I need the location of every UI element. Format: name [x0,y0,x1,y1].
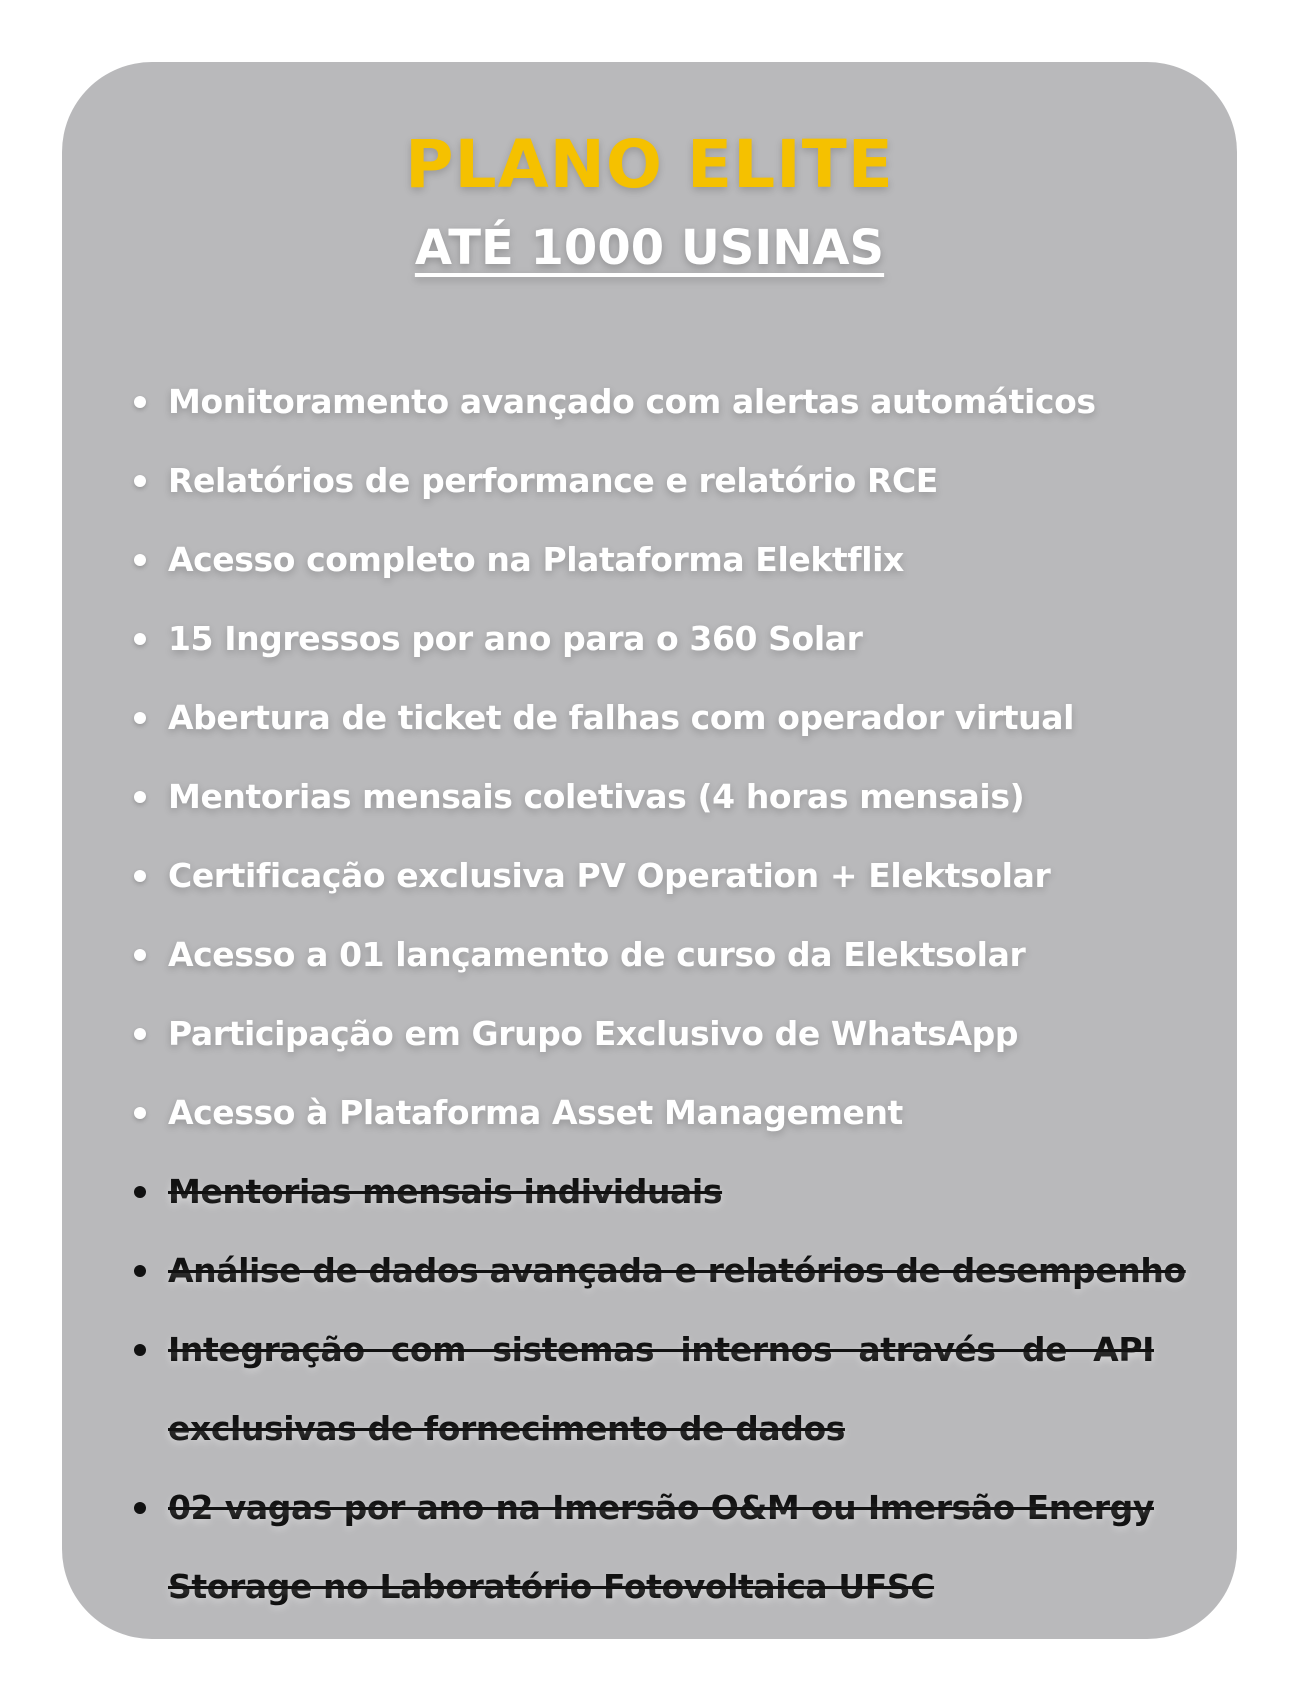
feature-text: Acesso completo na Plataforma Elektflix [168,540,904,579]
feature-item [134,599,1154,678]
bullet-icon [134,949,146,961]
feature-text: Certificação exclusiva PV Operation + Elektsolar [168,856,1051,895]
feature-item [134,520,1154,599]
bullet-icon [134,712,146,724]
feature-item [134,994,1154,1073]
bullet-icon [134,475,146,487]
bullet-icon [134,633,146,645]
feature-list [134,362,1186,1626]
feature-text: Análise de dados avançada e relatórios de desempenho [168,1251,1186,1290]
feature-text: Acesso à Plataforma Asset Management [168,1093,903,1132]
feature-item [134,678,1154,757]
feature-text: Relatórios de performance e relatório RCE [168,461,938,500]
feature-item-excluded [134,1310,1154,1468]
feature-text: Monitoramento avançado com alertas automáticos [168,382,1096,421]
feature-text: 02 vagas por ano na Imersão O&M ou Imersão Energy Storage no Laboratório Fotovoltaica UFSC [168,1488,1154,1606]
feature-text: Mentorias mensais coletivas (4 horas mensais) [168,777,1025,816]
feature-item [134,362,1154,441]
feature-item [134,757,1154,836]
feature-item-excluded [134,1152,1154,1231]
feature-item-excluded [134,1231,1186,1310]
plan-title: PLANO ELITE [405,126,894,203]
bullet-icon [134,1265,146,1277]
bullet-icon [134,1344,146,1356]
feature-text: 15 Ingressos por ano para o 360 Solar [168,619,863,658]
feature-item-excluded [134,1468,1154,1626]
plan-card [62,62,1237,1639]
feature-text: Acesso a 01 lançamento de curso da Elektsolar [168,935,1026,974]
bullet-icon [134,396,146,408]
feature-text: Abertura de ticket de falhas com operador virtual [168,698,1075,737]
feature-item [134,915,1154,994]
feature-item [134,1073,1154,1152]
bullet-icon [134,791,146,803]
feature-item [134,441,1154,520]
bullet-icon [134,870,146,882]
bullet-icon [134,1186,146,1198]
bullet-icon [134,1502,146,1514]
feature-text: Participação em Grupo Exclusivo de WhatsApp [168,1014,1019,1053]
plan-subtitle: ATÉ 1000 USINAS [414,220,885,276]
bullet-icon [134,554,146,566]
bullet-icon [134,1107,146,1119]
feature-item [134,836,1154,915]
feature-text: Integração com sistemas internos através de API exclusivas de fornecimento de dados [168,1330,1154,1448]
bullet-icon [134,1028,146,1040]
feature-text: Mentorias mensais individuais [168,1172,723,1211]
